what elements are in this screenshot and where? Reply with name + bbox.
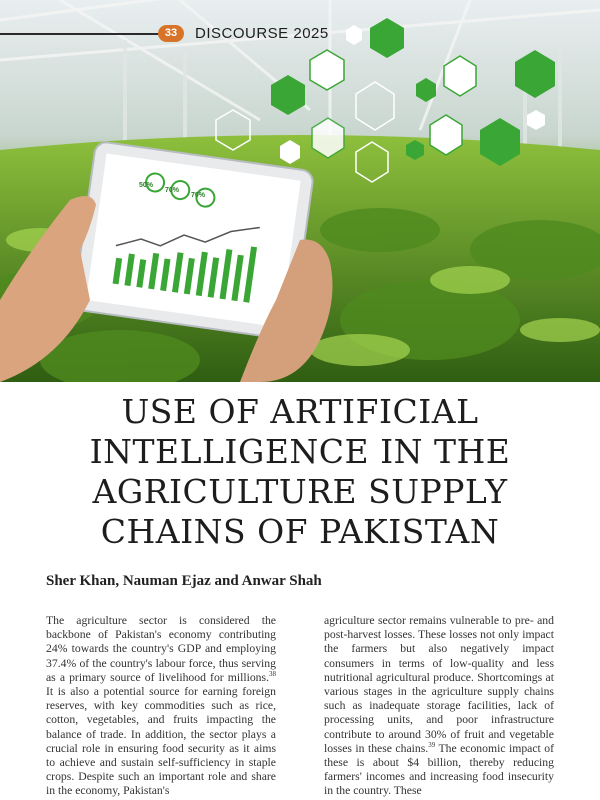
page-header (0, 24, 600, 44)
body-text: The economic impact of these is about $4 billion, thereby reducing farmers' incomes and increasing food insecurity in the country. These (324, 741, 554, 798)
article-authors: Sher Khan, Nauman Ejaz and Anwar Shah (46, 573, 322, 589)
footnote-ref: 39 (428, 740, 436, 749)
article-title: USE OF ARTIFICIAL INTELLIGENCE IN THE AGRICULTURE SUPPLY CHAINS OF PAKISTAN (89, 392, 511, 551)
magazine-title: DISCOURSE 2025 (195, 25, 329, 42)
tablet-badge-3: 70% (191, 192, 206, 199)
body-column-right (324, 614, 554, 799)
greenhouse-illustration (0, 0, 600, 382)
body-text: The agriculture sector is considered the backbone of Pakistan's economy contributing 24% towards the country's GDP and employing 37.4% of the country's labour force, thus serving as a primary source of livelihood for millions. (46, 614, 276, 684)
page-number-badge: 33 (158, 25, 184, 42)
tablet-badge-2: 70% (165, 187, 180, 194)
body-column-left (46, 614, 276, 799)
header-rule (0, 33, 160, 35)
body-text: It is also a potential source for earning foreign reserves, with key commodities such as rice, cotton, vegetables, and fruits impacting the balance of trade. In addition, the sector plays a crucial role in ensuring food security as it aims to achieve and sustain self-sufficiency in staple crops. Despite such an important role and share in the economy, Pakistan's (46, 685, 276, 798)
hero-image (0, 0, 600, 382)
body-text: agriculture sector remains vulnerable to pre- and post-harvest losses. These losses not only impact the farmers but also negatively impact consumers in terms of low-quality and less nutritional agricultural produce. Shortcomings at various stages in the agriculture supply chains such as inadequate storage facilities, lack of processing units, and poor infrastructure contribute to around 30% of fruit and vegetable losses in these chains. (324, 614, 554, 755)
tablet-badge-1: 50% (139, 182, 154, 189)
footnote-ref: 38 (269, 669, 276, 678)
